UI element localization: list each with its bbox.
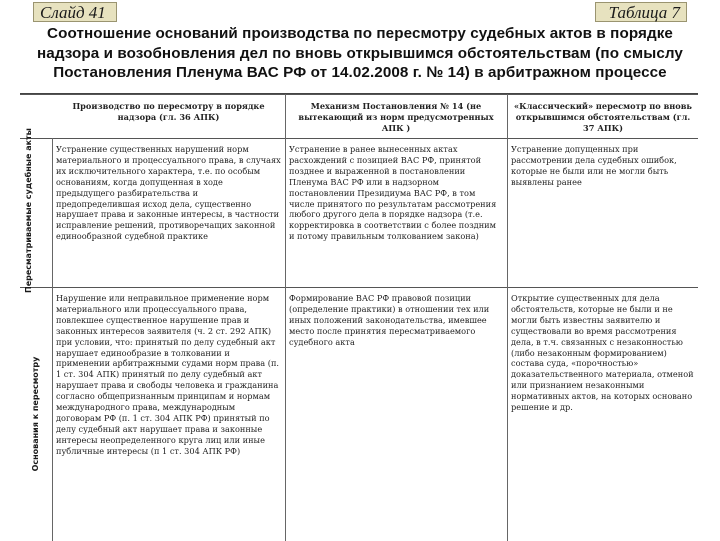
cell-grounds-supervisory: Нарушение или неправильное применение норм материального или процессуального права, повлекшее существенное нарушение прав и законных интересов заявителя (ч. 2 ст. 292 АПК) при условии, что: принятый по делу судебный акт нарушает единообразие в толковании и применении арбитражными судами норм права (п. 1 ст. 304 АПК) принятый по делу судебный акт нарушает права и свободы человека и гражданина согласно общепризнанным принципам и нормам международного права, международным договорам РФ (п. 1 ст. 304 АПК РФ) принятый по делу судебный акт нарушает права и законные интересы неопределенного круга лиц или иные публичные интересы (п 1 ст. 304 АПК РФ): [56, 293, 280, 456]
comparison-table: [20, 93, 698, 541]
header-divider: [20, 138, 698, 139]
column-header-new-circumstances: «Классический» пересмотр по вновь открывшимся обстоятельствам (гл. 37 АПК): [514, 101, 692, 133]
cell-reviewed-acts-resolution-14: Устранение в ранее вынесенных актах расхождений с позицией ВАС РФ, принятой позднее и выраженной в постановлении Пленума ВАС РФ или в надзорном постановлении Президиума ВАС РФ, в том числе принятого по результатам рассмотрения любого другого дела в порядке надзора (т.е. корректировка в соответствии с более поздним и потому правильным толкованием закона): [289, 144, 497, 242]
column-header-supervisory-review: Производство по пересмотру в порядке надзора (гл. 36 АПК): [72, 101, 265, 122]
row-divider: [20, 287, 698, 288]
slide-number-label: Слайд 41: [33, 2, 117, 22]
cell-reviewed-acts-supervisory: Устранение существенных нарушений норм материального и процессуального права, в случаях их исключительного характера, т.е. по особым основаниям, когда допущенная в ходе предыдущего разбирательства и предопределившая исход дела, существенно нарушает права и законные интересы, в частности исправление решений, противоречащих законной единообразной судебной практике: [56, 144, 281, 242]
table-number-label: Таблица 7: [595, 2, 687, 22]
page-title: Соотношение оснований производства по пересмотру судебных актов в порядке надзора и возобновления дел по вновь открывшимся обстоятельствам (по смыслу Постановления Пленума ВАС РФ от 14.02.2008 г. № 14) в арбитражном процессе: [37, 25, 683, 81]
side-column-divider: [52, 138, 53, 541]
column-divider-2: [507, 94, 508, 541]
column-header-resolution-14: Механизм Постановления № 14 (не вытекающий из норм предусмотренных АПК ): [298, 101, 494, 133]
row-label-reviewed-acts: Пересматриваемые судебные акты: [24, 128, 33, 293]
row-label-review-grounds: Основания к пересмотру: [31, 356, 40, 472]
column-divider-1: [285, 94, 286, 541]
cell-grounds-resolution-14: Формирование ВАС РФ правовой позиции (определение практики) в отношении тех или иных положений законодательства, имевшее место после принятия пересматриваемого судебного акта: [289, 293, 490, 347]
table-top-border: [20, 94, 698, 95]
cell-reviewed-acts-new-circumstances: Устранение допущенных при рассмотрении дела судебных ошибок, которые не были или не могли быть выявлены ранее: [511, 144, 677, 187]
cell-grounds-new-circumstances: Открытие существенных для дела обстоятельств, которые не были и не могли быть известны заявителю и существовали во время рассмотрения дела, в т.ч. связанных с незаконностью (либо незаконным формированием) состава суда, «порочностью» доказательственного материала, отменой или признанием незаконными нормативных актов, на которых основано решение и др.: [511, 293, 694, 413]
